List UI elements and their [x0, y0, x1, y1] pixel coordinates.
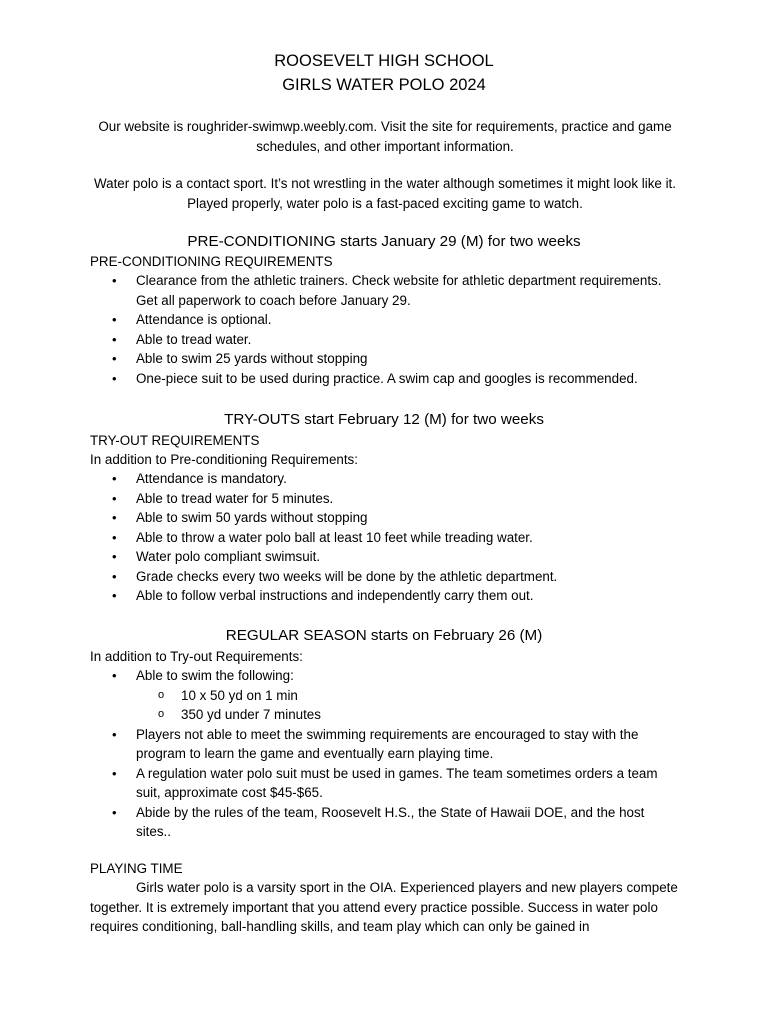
list-item: • Grade checks every two weeks will be done by the athletic department. [90, 567, 680, 587]
tryouts-label: TRY-OUT REQUIREMENTS [90, 433, 260, 448]
list-item: • A regulation water polo suit must be used in games. The team sometimes orders a team suit, approximate cost $45-$65. [90, 764, 680, 803]
list-item: • One-piece suit to be used during practice. A swim cap and googles is recommended. [90, 369, 680, 389]
list-item: • Attendance is mandatory. [90, 469, 680, 489]
list-item [90, 666, 680, 725]
sub-list-item: o 350 yd under 7 minutes [136, 705, 680, 725]
preconditioning-list [90, 271, 680, 388]
list-item: • Abide by the rules of the team, Roosevelt H.S., the State of Hawaii DOE, and the host sites.. [90, 803, 680, 842]
list-item: • Water polo compliant swimsuit. [90, 547, 680, 567]
list-item: • Able to swim 50 yards without stopping [90, 508, 680, 528]
sub-list-item: o 10 x 50 yd on 1 min [136, 686, 680, 706]
list-item: • Able to throw a water polo ball at least 10 feet while treading water. [90, 528, 680, 548]
season-intro: In addition to Try-out Requirements: [90, 649, 303, 664]
list-item: • Attendance is optional. [90, 310, 680, 330]
list-item: • Players not able to meet the swimming requirements are encouraged to stay with the program to learn the game and eventually earn playing time. [90, 725, 680, 764]
list-item: • Clearance from the athletic trainers. Check website for athletic department requirements. Get all paperwork to coach before January 29. [90, 271, 680, 310]
swim-item-text: Able to swim the following: [136, 668, 294, 683]
school-title: ROOSEVELT HIGH SCHOOL [274, 52, 494, 70]
tryouts-list [90, 469, 680, 606]
season-heading: REGULAR SEASON starts on February 26 (M) [225, 627, 543, 644]
description-paragraph: Water polo is a contact sport. It’s not wrestling in the water although sometimes it might look like it. Played properly, water polo is a fast-paced exciting game to watch. [93, 176, 676, 211]
swim-sublist [136, 686, 680, 725]
list-item: • Able to tread water for 5 minutes. [90, 489, 680, 509]
tryouts-heading: TRY-OUTS start February 12 (M) for two weeks [224, 411, 544, 428]
program-title: GIRLS WATER POLO 2024 [282, 76, 486, 94]
playing-time-paragraph: Girls water polo is a varsity sport in the OIA. Experienced players and new players compete together. It is extremely important that you attend every practice possible. Success in water polo requires conditioning, ball-handling skills, and team play which can only be gained in [90, 880, 678, 934]
list-item: • Able to swim 25 yards without stopping [90, 349, 680, 369]
season-list [90, 666, 680, 842]
list-item: • Able to tread water. [90, 330, 680, 350]
website-paragraph: Our website is roughrider-swimwp.weebly.com. Visit the site for requirements, practice and game schedules, and other important information. [98, 119, 672, 154]
playing-time-label: PLAYING TIME [90, 861, 183, 876]
list-item: • Able to follow verbal instructions and independently carry them out. [90, 586, 680, 606]
preconditioning-label: PRE-CONDITIONING REQUIREMENTS [90, 254, 333, 269]
tryouts-intro: In addition to Pre-conditioning Requirements: [90, 452, 358, 467]
preconditioning-heading: PRE-CONDITIONING starts January 29 (M) for two weeks [187, 233, 581, 250]
